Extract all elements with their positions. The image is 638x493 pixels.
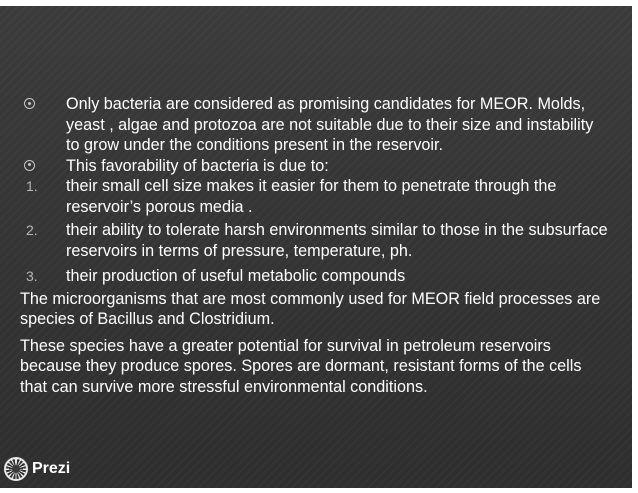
paragraph-microorganisms: The microorganisms that are most commonly used for MEOR field processes are species of Bacillus and Clostridium. (20, 289, 601, 328)
slide (0, 6, 632, 488)
prezi-logo (4, 456, 70, 482)
list-number: 1. (26, 178, 38, 194)
paragraph-spores: These species have a greater potential for survival in petroleum reservoirs because they produce spores. Spores are dormant, resistant forms of the cells that can survive more stressful environmental conditions. (20, 336, 582, 396)
circle-bullet-icon (24, 160, 35, 171)
list-item-text: Only bacteria are considered as promising candidates for MEOR. Molds, yeast , algae and protozoa are not suitable due to their size and instability to grow under the conditions present in the reservoir. (66, 95, 594, 154)
list-item (20, 94, 610, 156)
list-number: 2. (26, 222, 38, 238)
list-item (20, 220, 610, 261)
list-number: 3. (26, 268, 38, 284)
circle-bullet-icon (24, 98, 35, 109)
list-item (20, 176, 610, 217)
list-item-text: This favorability of bacteria is due to: (66, 156, 329, 175)
slide-content (20, 94, 610, 397)
list-item (20, 266, 610, 287)
prezi-logo-text: Prezi (32, 460, 71, 477)
prezi-logo-icon (4, 457, 28, 481)
list-item-text: their small cell size makes it easier for them to penetrate through the reservoir’s porous media . (66, 177, 557, 216)
list-item (20, 156, 610, 177)
list-item-text: their production of useful metabolic compounds (66, 267, 406, 285)
list-item-text: their ability to tolerate harsh environments similar to those in the subsurface reservoirs in terms of pressure, temperature, ph. (66, 221, 608, 260)
